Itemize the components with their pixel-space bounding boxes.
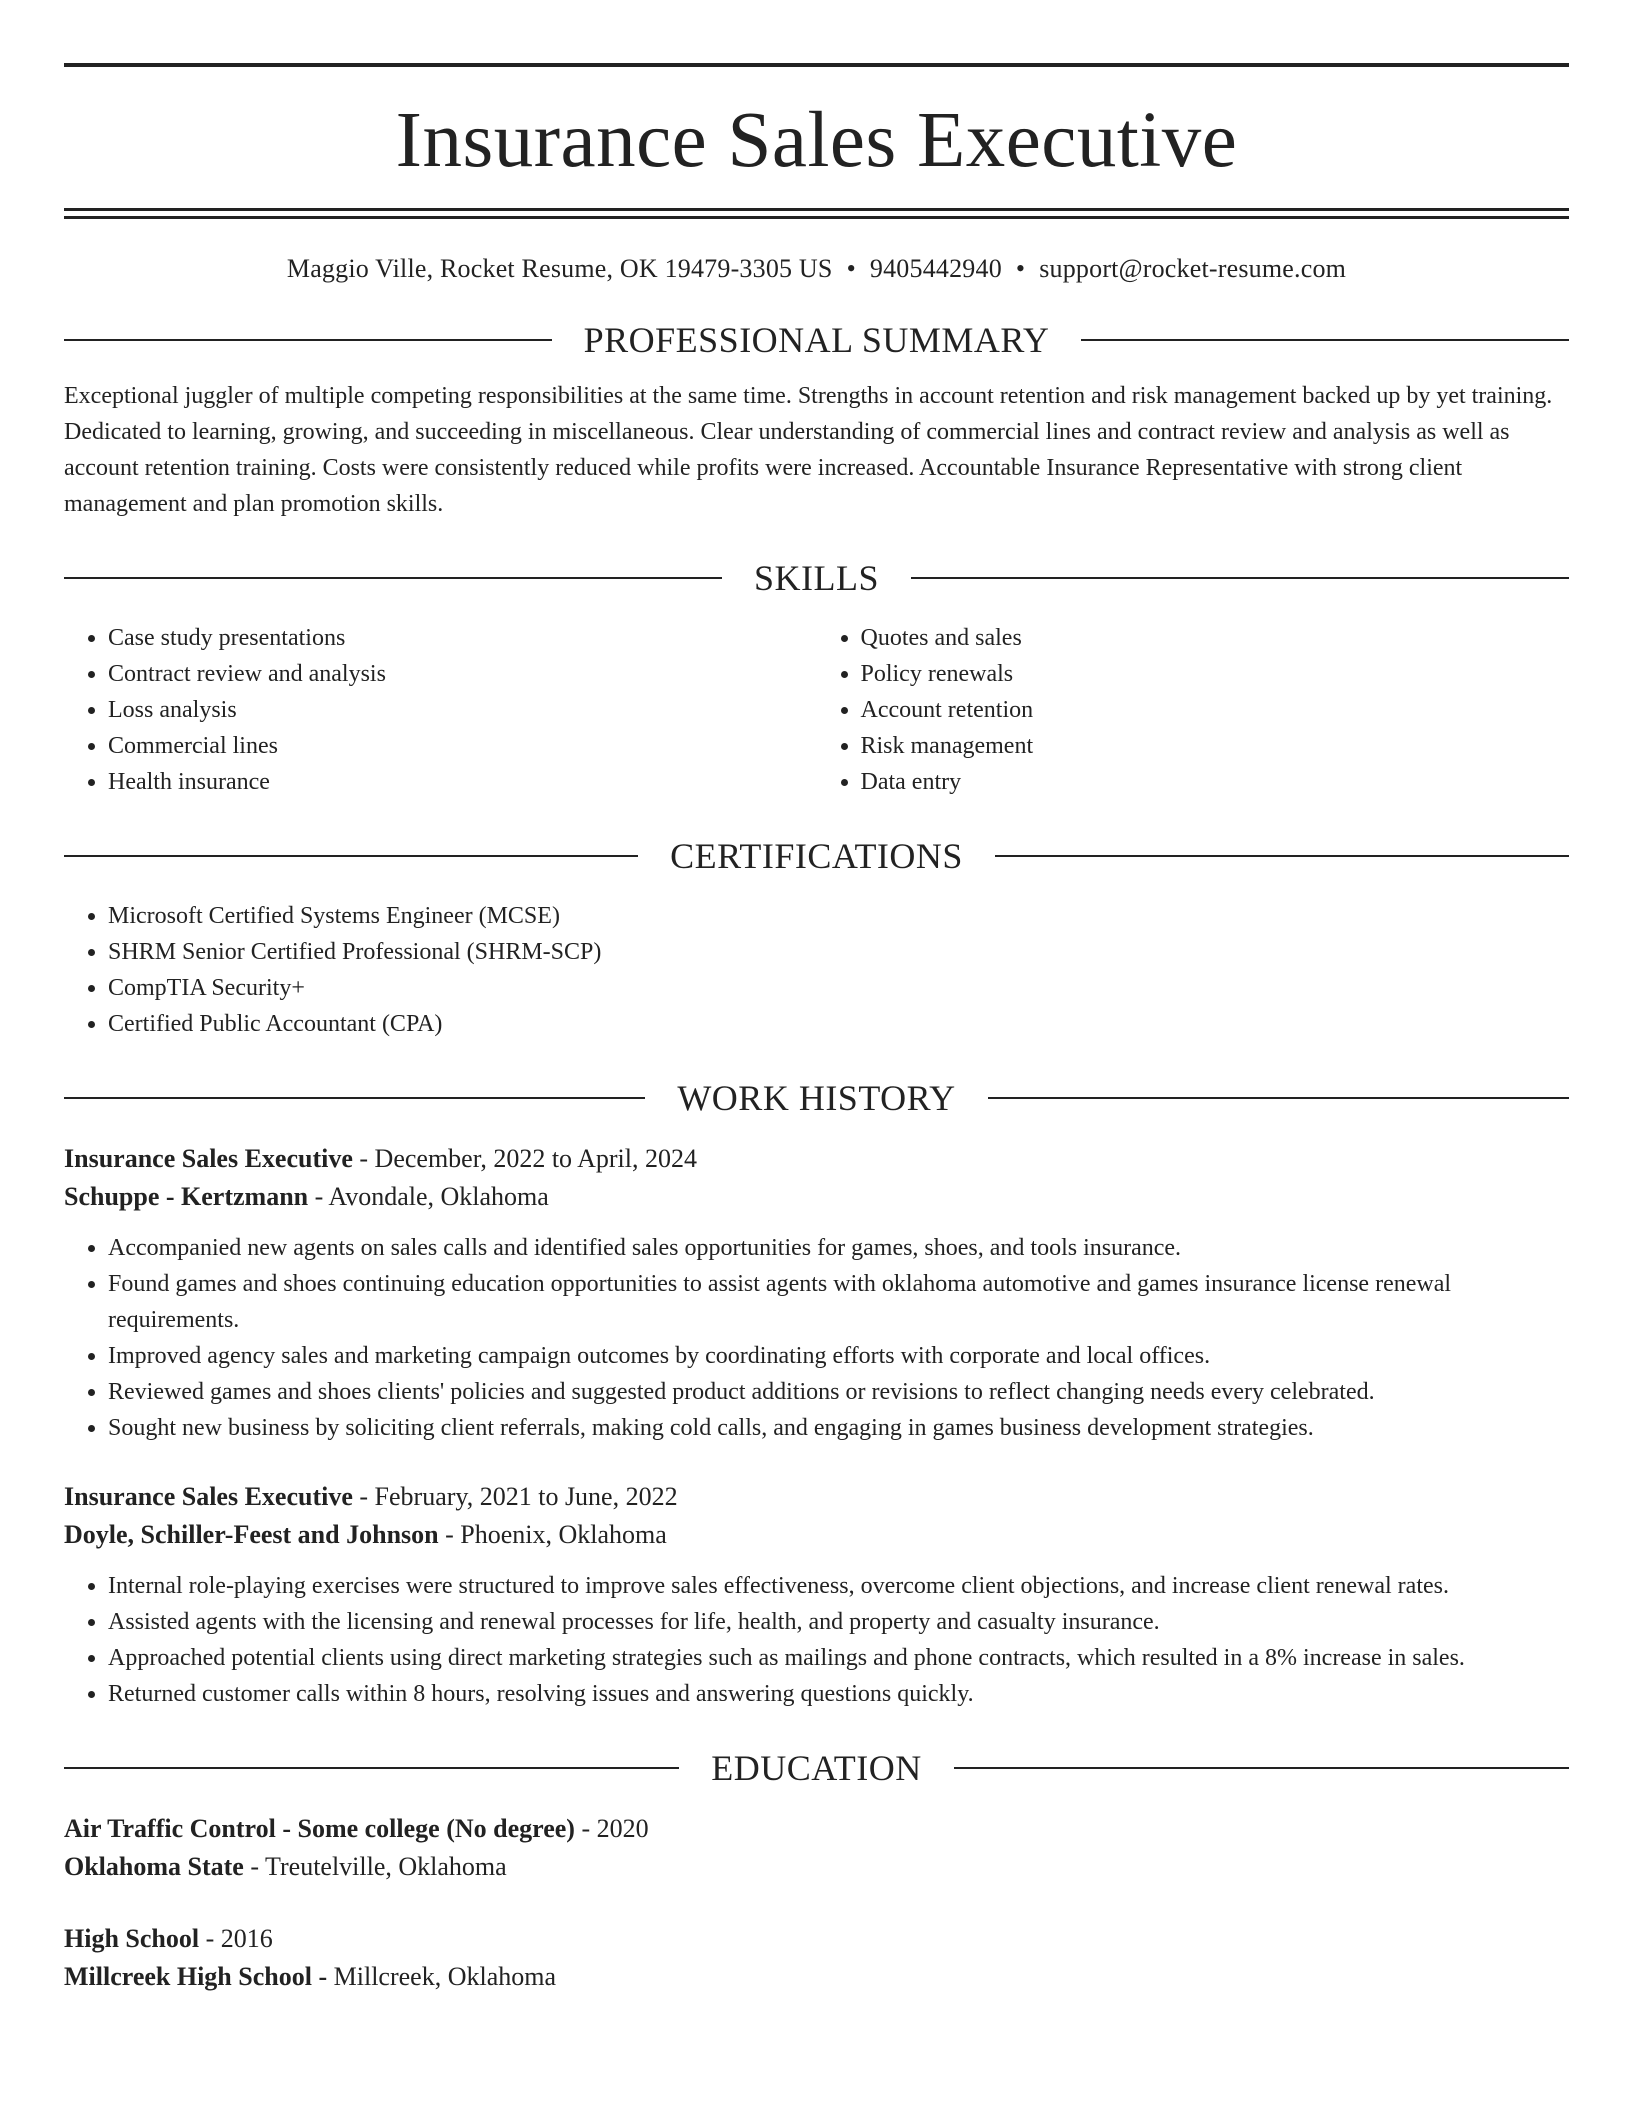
certification-item: • Certified Public Accountant (CPA) [108,1006,1569,1042]
job-bullet: • Found games and shoes continuing education opportunities to assist agents with oklahoma automotive and games insurance license renewal requirements. [108,1266,1569,1338]
heading-rule-right [954,1767,1569,1769]
heading-rule-right [988,1097,1569,1099]
heading-rule-left [64,577,722,579]
job-dates: - February, 2021 to June, 2022 [352,1482,678,1512]
job-title: Insurance Sales Executive [64,1482,353,1512]
skills-heading-text: SKILLS [754,558,880,599]
heading-rule-left [64,1767,679,1769]
skill-item: • Loss analysis [108,692,817,728]
education-degree: High School [64,1924,200,1954]
job-bullet: • Internal role-playing exercises were structured to improve sales effectiveness, overcome client objections, and increase client renewal rates. [108,1568,1569,1604]
job-company: Schuppe - Kertzmann [64,1182,309,1212]
work-history-heading-text: WORK HISTORY [677,1078,956,1119]
job-bullets [64,1568,1569,1712]
job-company-line [64,1516,1569,1554]
skill-item: • Commercial lines [108,728,817,764]
job-entry [64,1140,1569,1446]
job-bullet: • Improved agency sales and marketing campaign outcomes by coordinating efforts with corporate and local offices. [108,1338,1569,1374]
job-location: - Phoenix, Oklahoma [438,1520,667,1550]
education-entry [64,1810,1569,1886]
contact-address: Maggio Ville, Rocket Resume, OK 19479-3305 US [286,254,833,283]
skill-item: • Risk management [861,728,1570,764]
heading-rule-right [1081,339,1569,341]
education-school-line [64,1958,1569,1996]
job-bullet: • Assisted agents with the licensing and renewal processes for life, health, and property and casualty insurance. [108,1604,1569,1640]
skills-column-left [64,620,817,800]
job-entry [64,1478,1569,1712]
skill-item: • Case study presentations [108,620,817,656]
skill-item: • Health insurance [108,764,817,800]
heading-rule-left [64,855,638,857]
job-bullet: • Approached potential clients using direct marketing strategies such as mailings and phone contracts, which resulted in a 8% increase in sales. [108,1640,1569,1676]
skill-item: • Quotes and sales [861,620,1570,656]
heading-rule-left [64,339,552,341]
job-bullet: • Reviewed games and shoes clients' policies and suggested product additions or revisions to reflect changing needs every celebrated. [108,1374,1569,1410]
job-company-line [64,1178,1569,1216]
skill-item: • Contract review and analysis [108,656,817,692]
summary-heading-text: PROFESSIONAL SUMMARY [583,320,1050,361]
heading-rule-right [911,577,1569,579]
job-bullet: • Accompanied new agents on sales calls and identified sales opportunities for games, shoes, and tools insurance. [108,1230,1569,1266]
heading-rule-right [995,855,1569,857]
certification-item: • SHRM Senior Certified Professional (SHRM-SCP) [108,934,1569,970]
education-school: Millcreek High School - [64,1962,328,1992]
skill-item: • Policy renewals [861,656,1570,692]
education-degree-line [64,1810,1569,1848]
heading-rule-left [64,1097,645,1099]
job-dates: - December, 2022 to April, 2024 [352,1144,697,1174]
skills-column-right [817,620,1570,800]
double-rule [64,208,1569,219]
job-title-line [64,1478,1569,1516]
contact-phone: 9405442940 [869,254,1002,283]
education-heading-text: EDUCATION [711,1748,922,1789]
contact-separator: • [1015,254,1026,283]
skill-item: • Data entry [861,764,1570,800]
education-year: - 2020 [574,1814,649,1844]
contact-line [64,253,1569,284]
education-year: - 2016 [199,1924,273,1954]
contact-separator: • [846,254,856,283]
job-title-line [64,1140,1569,1178]
skills-list [64,620,1569,800]
summary-text: Exceptional juggler of multiple competing responsibilities at the same time. Strengths in account retention and risk management backed up by yet training. Dedicated to learning, growing, and succeeding in miscellaneous. Clear understanding of commercial lines and contract review and analysis as well as account retention training. Costs were consistently reduced while profits were increased. Accountable Insurance Representative with strong client management and plan promotion skills. [64,383,1553,518]
job-bullets [64,1230,1569,1446]
certification-item: • CompTIA Security+ [108,970,1569,1006]
work-history-heading [64,1078,1569,1119]
education-school-line [64,1848,1569,1886]
job-title: Insurance Sales Executive [64,1144,353,1174]
top-rule [64,63,1569,67]
contact-email: support@rocket-resume.com [1039,254,1347,283]
certifications-heading [64,836,1569,877]
job-company: Doyle, Schiller-Feest and Johnson [64,1520,439,1550]
job-bullet: • Sought new business by soliciting client referrals, making cold calls, and engaging in games business development strategies. [108,1410,1569,1446]
skill-item: • Account retention [861,692,1570,728]
certifications-heading-text: CERTIFICATIONS [670,836,963,877]
job-location: - Avondale, Oklahoma [308,1182,549,1212]
certifications-list [64,898,1569,1042]
certification-item: • Microsoft Certified Systems Engineer (MCSE) [108,898,1569,934]
education-degree: Air Traffic Control - Some college (No degree) [64,1814,575,1844]
education-heading [64,1748,1569,1789]
job-bullet: • Returned customer calls within 8 hours, resolving issues and answering questions quickly. [108,1676,1569,1712]
education-location: - Treutelville, Oklahoma [243,1852,507,1882]
summary-heading [64,320,1569,361]
education-school: Oklahoma State [64,1852,244,1882]
education-degree-line [64,1920,1569,1958]
education-location: Millcreek, Oklahoma [327,1962,556,1992]
skills-heading [64,558,1569,599]
resume-name: Insurance Sales Executive [395,97,1238,184]
education-entry [64,1920,1569,1996]
